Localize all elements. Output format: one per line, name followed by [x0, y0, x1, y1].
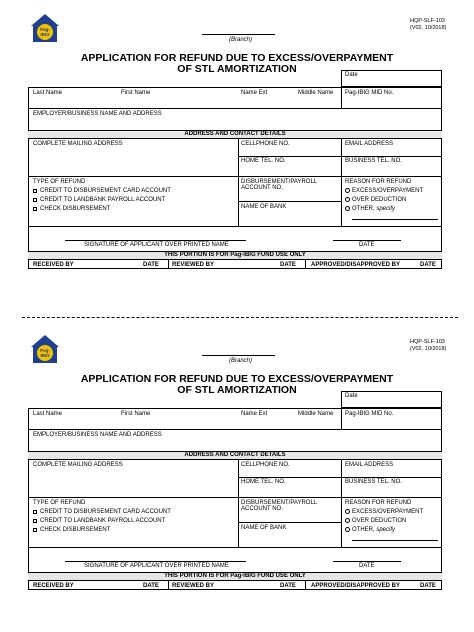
type-of-refund-label: TYPE OF REFUND — [33, 500, 86, 506]
mid-no-label: Pag-IBIG MID No. — [345, 90, 394, 96]
landbank-payroll-checkbox[interactable] — [33, 519, 37, 523]
signature-date-label: DATE — [359, 563, 375, 569]
mid-no-label: Pag-IBIG MID No. — [345, 411, 394, 417]
disbursement-card-checkbox[interactable] — [33, 189, 37, 193]
signature-label: SIGNATURE OF APPLICANT OVER PRINTED NAME — [84, 242, 229, 248]
check-disbursement-label: CHECK DISBURSEMENT — [40, 527, 111, 533]
branch-label: (Branch) — [229, 37, 253, 43]
last-name-label: Last Name — [33, 90, 63, 96]
middle-name-label: Middle Name — [298, 411, 334, 417]
reason-excess-radio[interactable] — [345, 509, 350, 514]
employer-label: EMPLOYER/BUSINESS NAME AND ADDRESS — [33, 432, 162, 438]
mailing-address-label: COMPLETE MAILING ADDRESS — [33, 462, 123, 468]
reason-over-deduction-label: OVER DEDUCTION — [352, 197, 407, 203]
check-disbursement-checkbox[interactable] — [33, 207, 37, 211]
received-by-label: RECEIVED BY — [33, 262, 74, 268]
form-version: (V02, 10/2018) — [410, 25, 447, 31]
logo-text-2: IBIG — [40, 32, 50, 37]
first-name-label: First Name — [121, 90, 151, 96]
name-of-bank-label: NAME OF BANK — [241, 525, 287, 531]
reason-over-deduction-radio[interactable] — [345, 518, 350, 523]
form-code: HQP-SLF-103 — [410, 339, 445, 345]
date-label: Date — [345, 393, 358, 399]
business-tel-label: BUSINESS TEL. NO. — [345, 479, 402, 485]
pagibig-house-logo-icon — [30, 334, 60, 364]
reason-other-text: OTHER, — [352, 206, 375, 212]
reason-other-radio[interactable] — [345, 527, 350, 532]
reason-other-radio[interactable] — [345, 206, 350, 211]
business-tel-label: BUSINESS TEL. NO. — [345, 158, 402, 164]
fund-use-only-header: THIS PORTION IS FOR Pag-IBIG FUND USE ONLY — [164, 573, 306, 579]
signature-label: SIGNATURE OF APPLICANT OVER PRINTED NAME — [84, 563, 229, 569]
form-version: (V02, 10/2018) — [410, 346, 447, 352]
first-name-label: First Name — [121, 411, 151, 417]
middle-name-label: Middle Name — [298, 90, 334, 96]
reason-over-deduction-label: OVER DEDUCTION — [352, 518, 407, 524]
check-disbursement-label: CHECK DISBURSEMENT — [40, 206, 111, 212]
last-name-label: Last Name — [33, 411, 63, 417]
reason-specify-text: specify — [376, 206, 396, 212]
home-tel-label: HOME TEL. NO. — [241, 158, 286, 164]
approved-date-label: DATE — [420, 262, 436, 268]
type-of-refund-label: TYPE OF REFUND — [33, 179, 86, 185]
disbursement-account-label-2: ACCOUNT NO. — [241, 506, 283, 512]
employer-label: EMPLOYER/BUSINESS NAME AND ADDRESS — [33, 111, 162, 117]
logo-text-1: Pag- — [40, 27, 50, 32]
reason-other-label — [352, 206, 395, 213]
reason-specify-text: specify — [376, 527, 396, 533]
received-date-label: DATE — [143, 262, 159, 268]
approved-by-label: APPROVED/DISAPPROVED BY — [311, 262, 401, 268]
approved-by-label: APPROVED/DISAPPROVED BY — [311, 583, 401, 589]
disbursement-account-label-1: DISBURSEMENT/PAYROLL — [241, 179, 318, 185]
disbursement-card-label: CREDIT TO DISBURSEMENT CARD ACCOUNT — [40, 509, 171, 515]
reviewed-date-label: DATE — [280, 583, 296, 589]
branch-label: (Branch) — [229, 358, 253, 364]
check-disbursement-checkbox[interactable] — [33, 528, 37, 532]
received-by-label: RECEIVED BY — [33, 583, 74, 589]
cellphone-label: CELLPHONE NO. — [241, 141, 290, 147]
reason-over-deduction-radio[interactable] — [345, 197, 350, 202]
address-section-header: ADDRESS AND CONTACT DETAILS — [184, 452, 286, 458]
reviewed-by-label: REVIEWED BY — [172, 583, 215, 589]
fund-use-only-header: THIS PORTION IS FOR Pag-IBIG FUND USE ONLY — [164, 252, 306, 258]
reviewed-by-label: REVIEWED BY — [172, 262, 215, 268]
landbank-payroll-label: CREDIT TO LANDBANK PAYROLL ACCOUNT — [40, 197, 166, 203]
pagibig-house-logo-icon — [30, 13, 60, 43]
disbursement-card-label: CREDIT TO DISBURSEMENT CARD ACCOUNT — [40, 188, 171, 194]
logo-text-2: IBIG — [40, 353, 50, 358]
date-label: Date — [345, 72, 358, 78]
disbursement-card-checkbox[interactable] — [33, 510, 37, 514]
form-title-line1: APPLICATION FOR REFUND DUE TO EXCESS/OVERPAYMENT — [80, 373, 394, 385]
received-date-label: DATE — [143, 583, 159, 589]
address-section-header: ADDRESS AND CONTACT DETAILS — [184, 131, 286, 137]
form-code: HQP-SLF-103 — [410, 18, 445, 24]
form-title-line1: APPLICATION FOR REFUND DUE TO EXCESS/OVERPAYMENT — [80, 52, 394, 64]
reason-other-text: OTHER, — [352, 527, 375, 533]
reviewed-date-label: DATE — [280, 262, 296, 268]
email-label: EMAIL ADDRESS — [345, 141, 394, 147]
email-label: EMAIL ADDRESS — [345, 462, 394, 468]
form-title-line2: OF STL AMORTIZATION — [177, 384, 297, 396]
disbursement-account-label-1: DISBURSEMENT/PAYROLL — [241, 500, 318, 506]
reason-excess-label: EXCESS/OVERPAYMENT — [352, 509, 424, 515]
mailing-address-label: COMPLETE MAILING ADDRESS — [33, 141, 123, 147]
home-tel-label: HOME TEL. NO. — [241, 479, 286, 485]
reason-for-refund-label: REASON FOR REFUND — [345, 500, 412, 506]
approved-date-label: DATE — [420, 583, 436, 589]
name-of-bank-label: NAME OF BANK — [241, 204, 287, 210]
reason-excess-radio[interactable] — [345, 188, 350, 193]
reason-for-refund-label: REASON FOR REFUND — [345, 179, 412, 185]
form-title-line2: OF STL AMORTIZATION — [177, 63, 297, 75]
landbank-payroll-checkbox[interactable] — [33, 198, 37, 202]
reason-excess-label: EXCESS/OVERPAYMENT — [352, 188, 424, 194]
disbursement-account-label-2: ACCOUNT NO. — [241, 185, 283, 191]
signature-date-label: DATE — [359, 242, 375, 248]
cellphone-label: CELLPHONE NO. — [241, 462, 290, 468]
name-ext-label: Name Ext — [241, 90, 268, 96]
name-ext-label: Name Ext — [241, 411, 268, 417]
reason-other-label — [352, 527, 395, 534]
cut-line — [22, 317, 458, 318]
logo-text-1: Pag- — [40, 348, 50, 353]
landbank-payroll-label: CREDIT TO LANDBANK PAYROLL ACCOUNT — [40, 518, 166, 524]
